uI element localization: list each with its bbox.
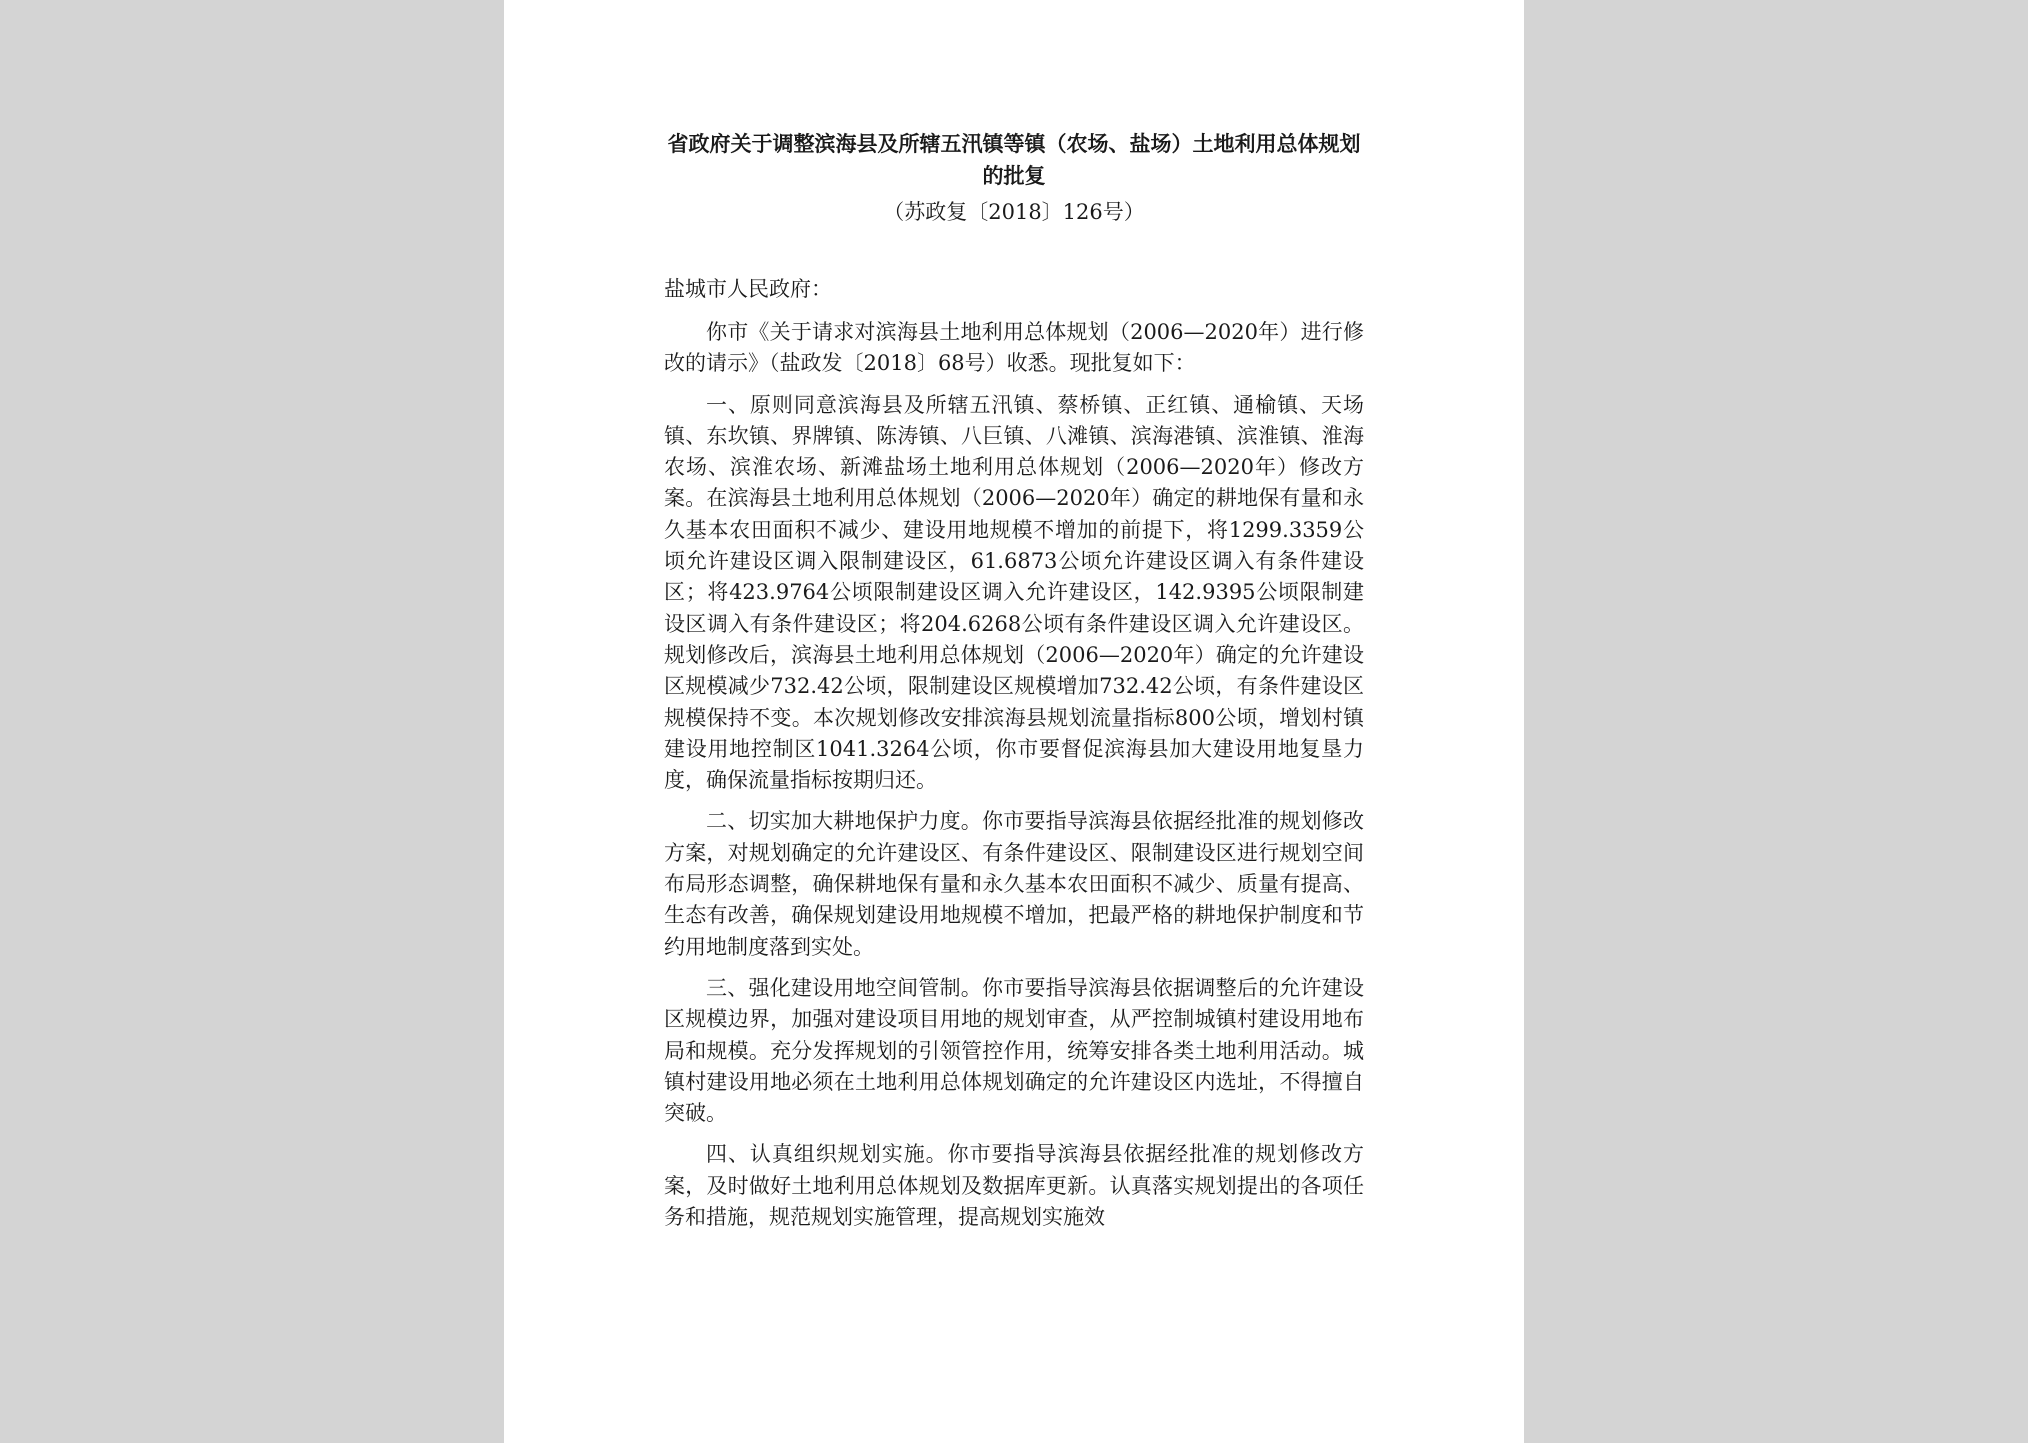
document-body: [664, 128, 1364, 1233]
paragraph-2: 二、切实加大耕地保护力度。你市要指导滨海县依据经批准的规划修改方案，对规划确定的允许建设区、有条件建设区、限制建设区进行规划空间布局形态调整，确保耕地保有量和永久基本农田面积不减少、质量有提高、生态有改善，确保规划建设用地规模不增加，把最严格的耕地保护制度和节约用地制度落到实处。: [664, 809, 1364, 959]
document-number: （苏政复〔2018〕126号）: [883, 200, 1145, 224]
paragraph-4: 四、认真组织规划实施。你市要指导滨海县依据经批准的规划修改方案，及时做好土地利用总体规划及数据库更新。认真落实规划提出的各项任务和措施，规范规划实施管理，提高规划实施效: [664, 1142, 1364, 1230]
paragraph-3: 三、强化建设用地空间管制。你市要指导滨海县依据调整后的允许建设区规模边界，加强对建设项目用地的规划审查，从严控制城镇村建设用地布局和规模。充分发挥规划的引领管控作用，统筹安排各类土地利用活动。城镇村建设用地必须在土地利用总体规划确定的允许建设区内选址，不得擅自突破。: [664, 975, 1364, 1126]
document-page: [504, 0, 1524, 1443]
paragraph-1: 一、原则同意滨海县及所辖五汛镇、蔡桥镇、正红镇、通榆镇、天场镇、东坎镇、界牌镇、陈涛镇、八巨镇、八滩镇、滨海港镇、滨淮镇、淮海农场、滨淮农场、新滩盐场土地利用总体规划（2006—2020年）修改方案。在滨海县土地利用总体规划（2006—2020年）确定的耕地保有量和永久基本农田面积不减少、建设用地规模不增加的前提下，将1299.3359公顷允许建设区调入限制建设区，61.6873公顷允许建设区调入有条件建设区；将423.9764公顷限制建设区调入允许建设区，142.9395公顷限制建设区调入有条件建设区；将204.6268公顷有条件建设区调入允许建设区。规划修改后，滨海县土地利用总体规划（2006—2020年）确定的允许建设区规模减少732.42公顷，限制建设区规模增加732.42公顷，有条件建设区规模保持不变。本次规划修改安排滨海县规划流量指标800公顷，增划村镇建设用地控制区1041.3264公顷，你市要督促滨海县加大建设用地复垦力度，确保流量指标按期归还。: [664, 392, 1364, 793]
document-title: 省政府关于调整滨海县及所辖五汛镇等镇（农场、盐场）土地利用总体规划的批复: [667, 132, 1361, 188]
paragraph-intro: 你市《关于请求对滨海县土地利用总体规划（2006—2020年）进行修改的请示》（盐政发〔2018〕68号）收悉。现批复如下：: [664, 320, 1364, 376]
salutation: 盐城市人民政府：: [664, 277, 832, 301]
